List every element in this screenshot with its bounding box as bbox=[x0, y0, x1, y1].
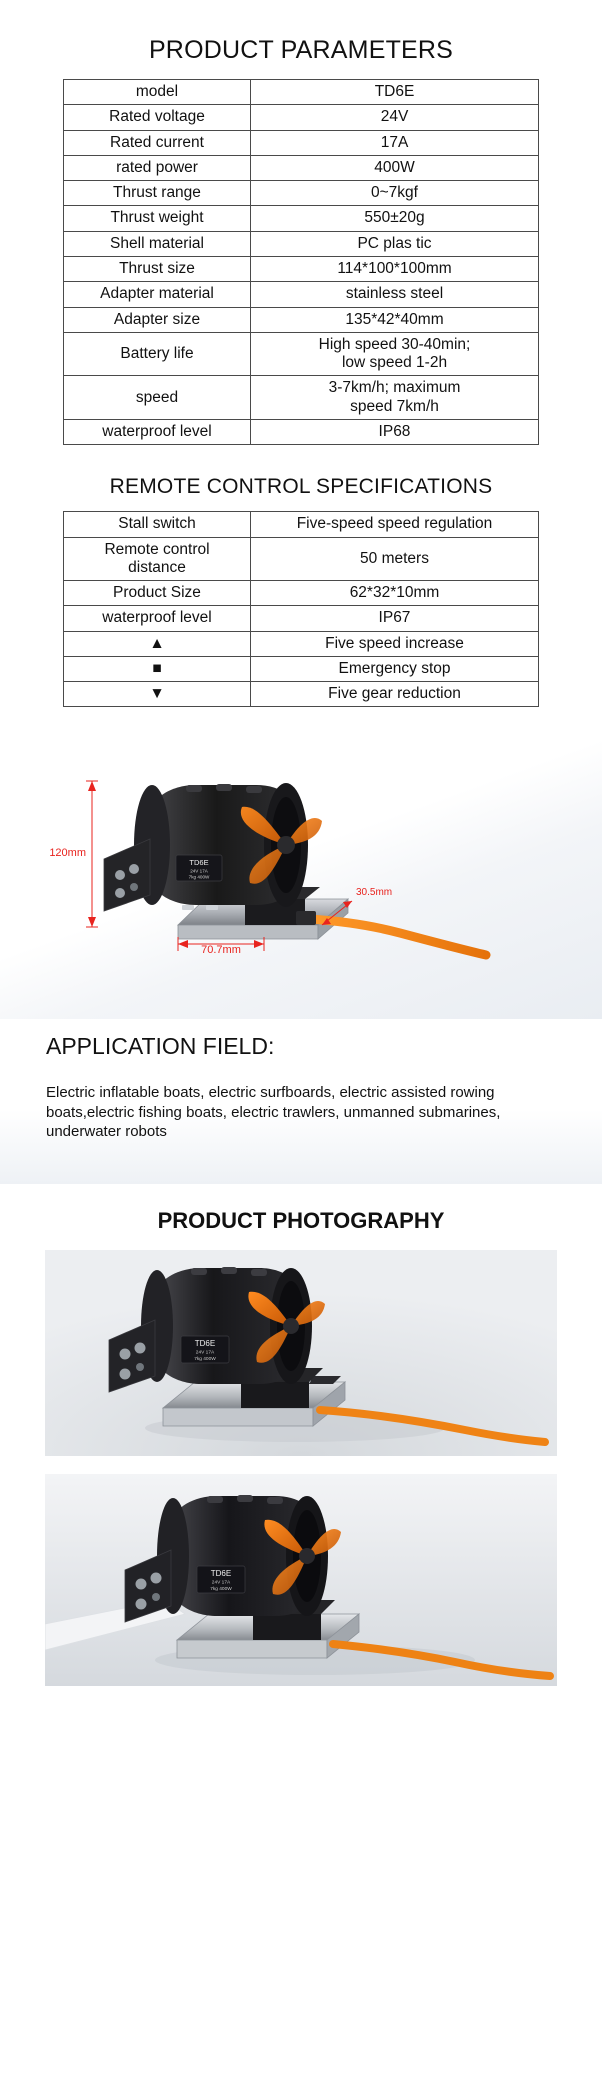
triangle-down-icon: ▼ bbox=[64, 682, 251, 707]
param-key: model bbox=[64, 80, 251, 105]
param-value: TD6E bbox=[251, 80, 539, 105]
svg-text:7kg 400W: 7kg 400W bbox=[194, 1357, 216, 1363]
section-title-application-field: APPLICATION FIELD: bbox=[46, 1033, 275, 1060]
table-row bbox=[64, 682, 539, 707]
page-title-product-parameters: PRODUCT PARAMETERS bbox=[148, 36, 454, 64]
param-value: IP68 bbox=[251, 419, 539, 444]
param-value: 24V bbox=[251, 105, 539, 130]
base-block-front bbox=[253, 1614, 321, 1640]
section-title-remote-control: REMOTE CONTROL SPECIFICATIONS bbox=[109, 475, 493, 499]
param-key: Thrust range bbox=[64, 181, 251, 206]
remote-key-line2: distance bbox=[128, 558, 186, 576]
param-value: PC plas tic bbox=[251, 231, 539, 256]
product-photo-2 bbox=[45, 1474, 557, 1686]
dimension-width-label: 70.7mm bbox=[201, 944, 241, 957]
remote-value: 50 meters bbox=[251, 537, 539, 581]
section-title-product-photography: PRODUCT PHOTOGRAPHY bbox=[157, 1208, 445, 1234]
param-value: stainless steel bbox=[251, 282, 539, 307]
product-badge bbox=[176, 855, 222, 881]
svg-text:24V 17A: 24V 17A bbox=[211, 1580, 231, 1586]
param-value-line1: High speed 30-40min; bbox=[318, 335, 471, 353]
thruster-duct bbox=[141, 1267, 325, 1384]
remote-value: Five-speed speed regulation bbox=[251, 512, 539, 537]
remote-value: Emergency stop bbox=[251, 656, 539, 681]
table-row bbox=[64, 105, 539, 130]
param-value: 17A bbox=[251, 130, 539, 155]
svg-text:7kg 400W: 7kg 400W bbox=[188, 874, 210, 880]
remote-key: Product Size bbox=[64, 581, 251, 606]
param-value bbox=[251, 332, 539, 376]
param-value bbox=[251, 376, 539, 420]
product-photography-section bbox=[0, 1184, 602, 1686]
table-row bbox=[64, 206, 539, 231]
product-parameters-table bbox=[63, 79, 539, 445]
param-key: Rated voltage bbox=[64, 105, 251, 130]
param-value: 135*42*40mm bbox=[251, 307, 539, 332]
param-value-line2: low speed 1-2h bbox=[341, 354, 448, 372]
product-badge bbox=[181, 1336, 229, 1363]
table-row bbox=[64, 256, 539, 281]
param-key: Thrust weight bbox=[64, 206, 251, 231]
table-row bbox=[64, 537, 539, 581]
thruster-photo-render-1 bbox=[45, 1250, 557, 1456]
table-row bbox=[64, 130, 539, 155]
remote-value: Five speed increase bbox=[251, 631, 539, 656]
remote-value: IP67 bbox=[251, 606, 539, 631]
svg-text:TD6E: TD6E bbox=[210, 1569, 232, 1579]
table-row bbox=[64, 80, 539, 105]
remote-key bbox=[64, 537, 251, 581]
thruster-photo-render-2 bbox=[45, 1474, 557, 1686]
table-row bbox=[64, 307, 539, 332]
square-stop-icon: ■ bbox=[64, 656, 251, 681]
remote-value: 62*32*10mm bbox=[251, 581, 539, 606]
remote-key: Stall switch bbox=[64, 512, 251, 537]
dimension-height-label: 120mm bbox=[49, 847, 86, 860]
table-row bbox=[64, 231, 539, 256]
param-key: Shell material bbox=[64, 231, 251, 256]
remote-value: Five gear reduction bbox=[251, 682, 539, 707]
table-row bbox=[64, 581, 539, 606]
table-row bbox=[64, 282, 539, 307]
svg-text:TD6E: TD6E bbox=[194, 1339, 216, 1349]
svg-text:7kg 400W: 7kg 400W bbox=[210, 1587, 232, 1593]
side-mount-arm bbox=[104, 839, 150, 911]
remote-key: waterproof level bbox=[64, 606, 251, 631]
svg-text:TD6E: TD6E bbox=[189, 858, 209, 868]
dimension-depth-label: 30.5mm bbox=[356, 887, 393, 899]
param-value-line2: speed 7km/h bbox=[350, 397, 439, 415]
param-key: Rated current bbox=[64, 130, 251, 155]
param-key: Battery life bbox=[64, 332, 251, 376]
table-row bbox=[64, 606, 539, 631]
param-value: 400W bbox=[251, 155, 539, 180]
param-value: 0~7kgf bbox=[251, 181, 539, 206]
param-key: speed bbox=[64, 376, 251, 420]
table-row bbox=[64, 181, 539, 206]
param-value: 550±20g bbox=[251, 206, 539, 231]
application-field-section bbox=[0, 1019, 602, 1184]
param-value: 114*100*100mm bbox=[251, 256, 539, 281]
dimension-diagram bbox=[0, 729, 602, 1019]
param-key: Adapter material bbox=[64, 282, 251, 307]
application-field-text: Electric inflatable boats, electric surfboards, electric assisted rowing boats,electric fishing boats, electric trawlers, unmanned submarines, underwater robots bbox=[46, 1084, 501, 1140]
svg-text:24V 17A: 24V 17A bbox=[195, 1350, 215, 1356]
table-row bbox=[64, 376, 539, 420]
param-key: Thrust size bbox=[64, 256, 251, 281]
product-badge bbox=[197, 1566, 245, 1593]
thruster-duct bbox=[134, 783, 322, 907]
remote-control-table bbox=[63, 511, 539, 707]
param-key: Adapter size bbox=[64, 307, 251, 332]
product-photo-1 bbox=[45, 1250, 557, 1456]
table-row bbox=[64, 656, 539, 681]
table-row bbox=[64, 631, 539, 656]
param-key: rated power bbox=[64, 155, 251, 180]
remote-key-line1: Remote control bbox=[104, 540, 210, 558]
triangle-up-icon: ▲ bbox=[64, 631, 251, 656]
table-row bbox=[64, 512, 539, 537]
base-block-front bbox=[241, 1382, 309, 1408]
thruster-dimension-drawing bbox=[0, 729, 602, 1019]
thruster-duct bbox=[157, 1495, 341, 1616]
table-row bbox=[64, 419, 539, 444]
table-row bbox=[64, 332, 539, 376]
param-value-line1: 3-7km/h; maximum bbox=[328, 379, 461, 397]
svg-text:24V 17A: 24V 17A bbox=[190, 868, 208, 874]
param-key: waterproof level bbox=[64, 419, 251, 444]
table-row bbox=[64, 155, 539, 180]
